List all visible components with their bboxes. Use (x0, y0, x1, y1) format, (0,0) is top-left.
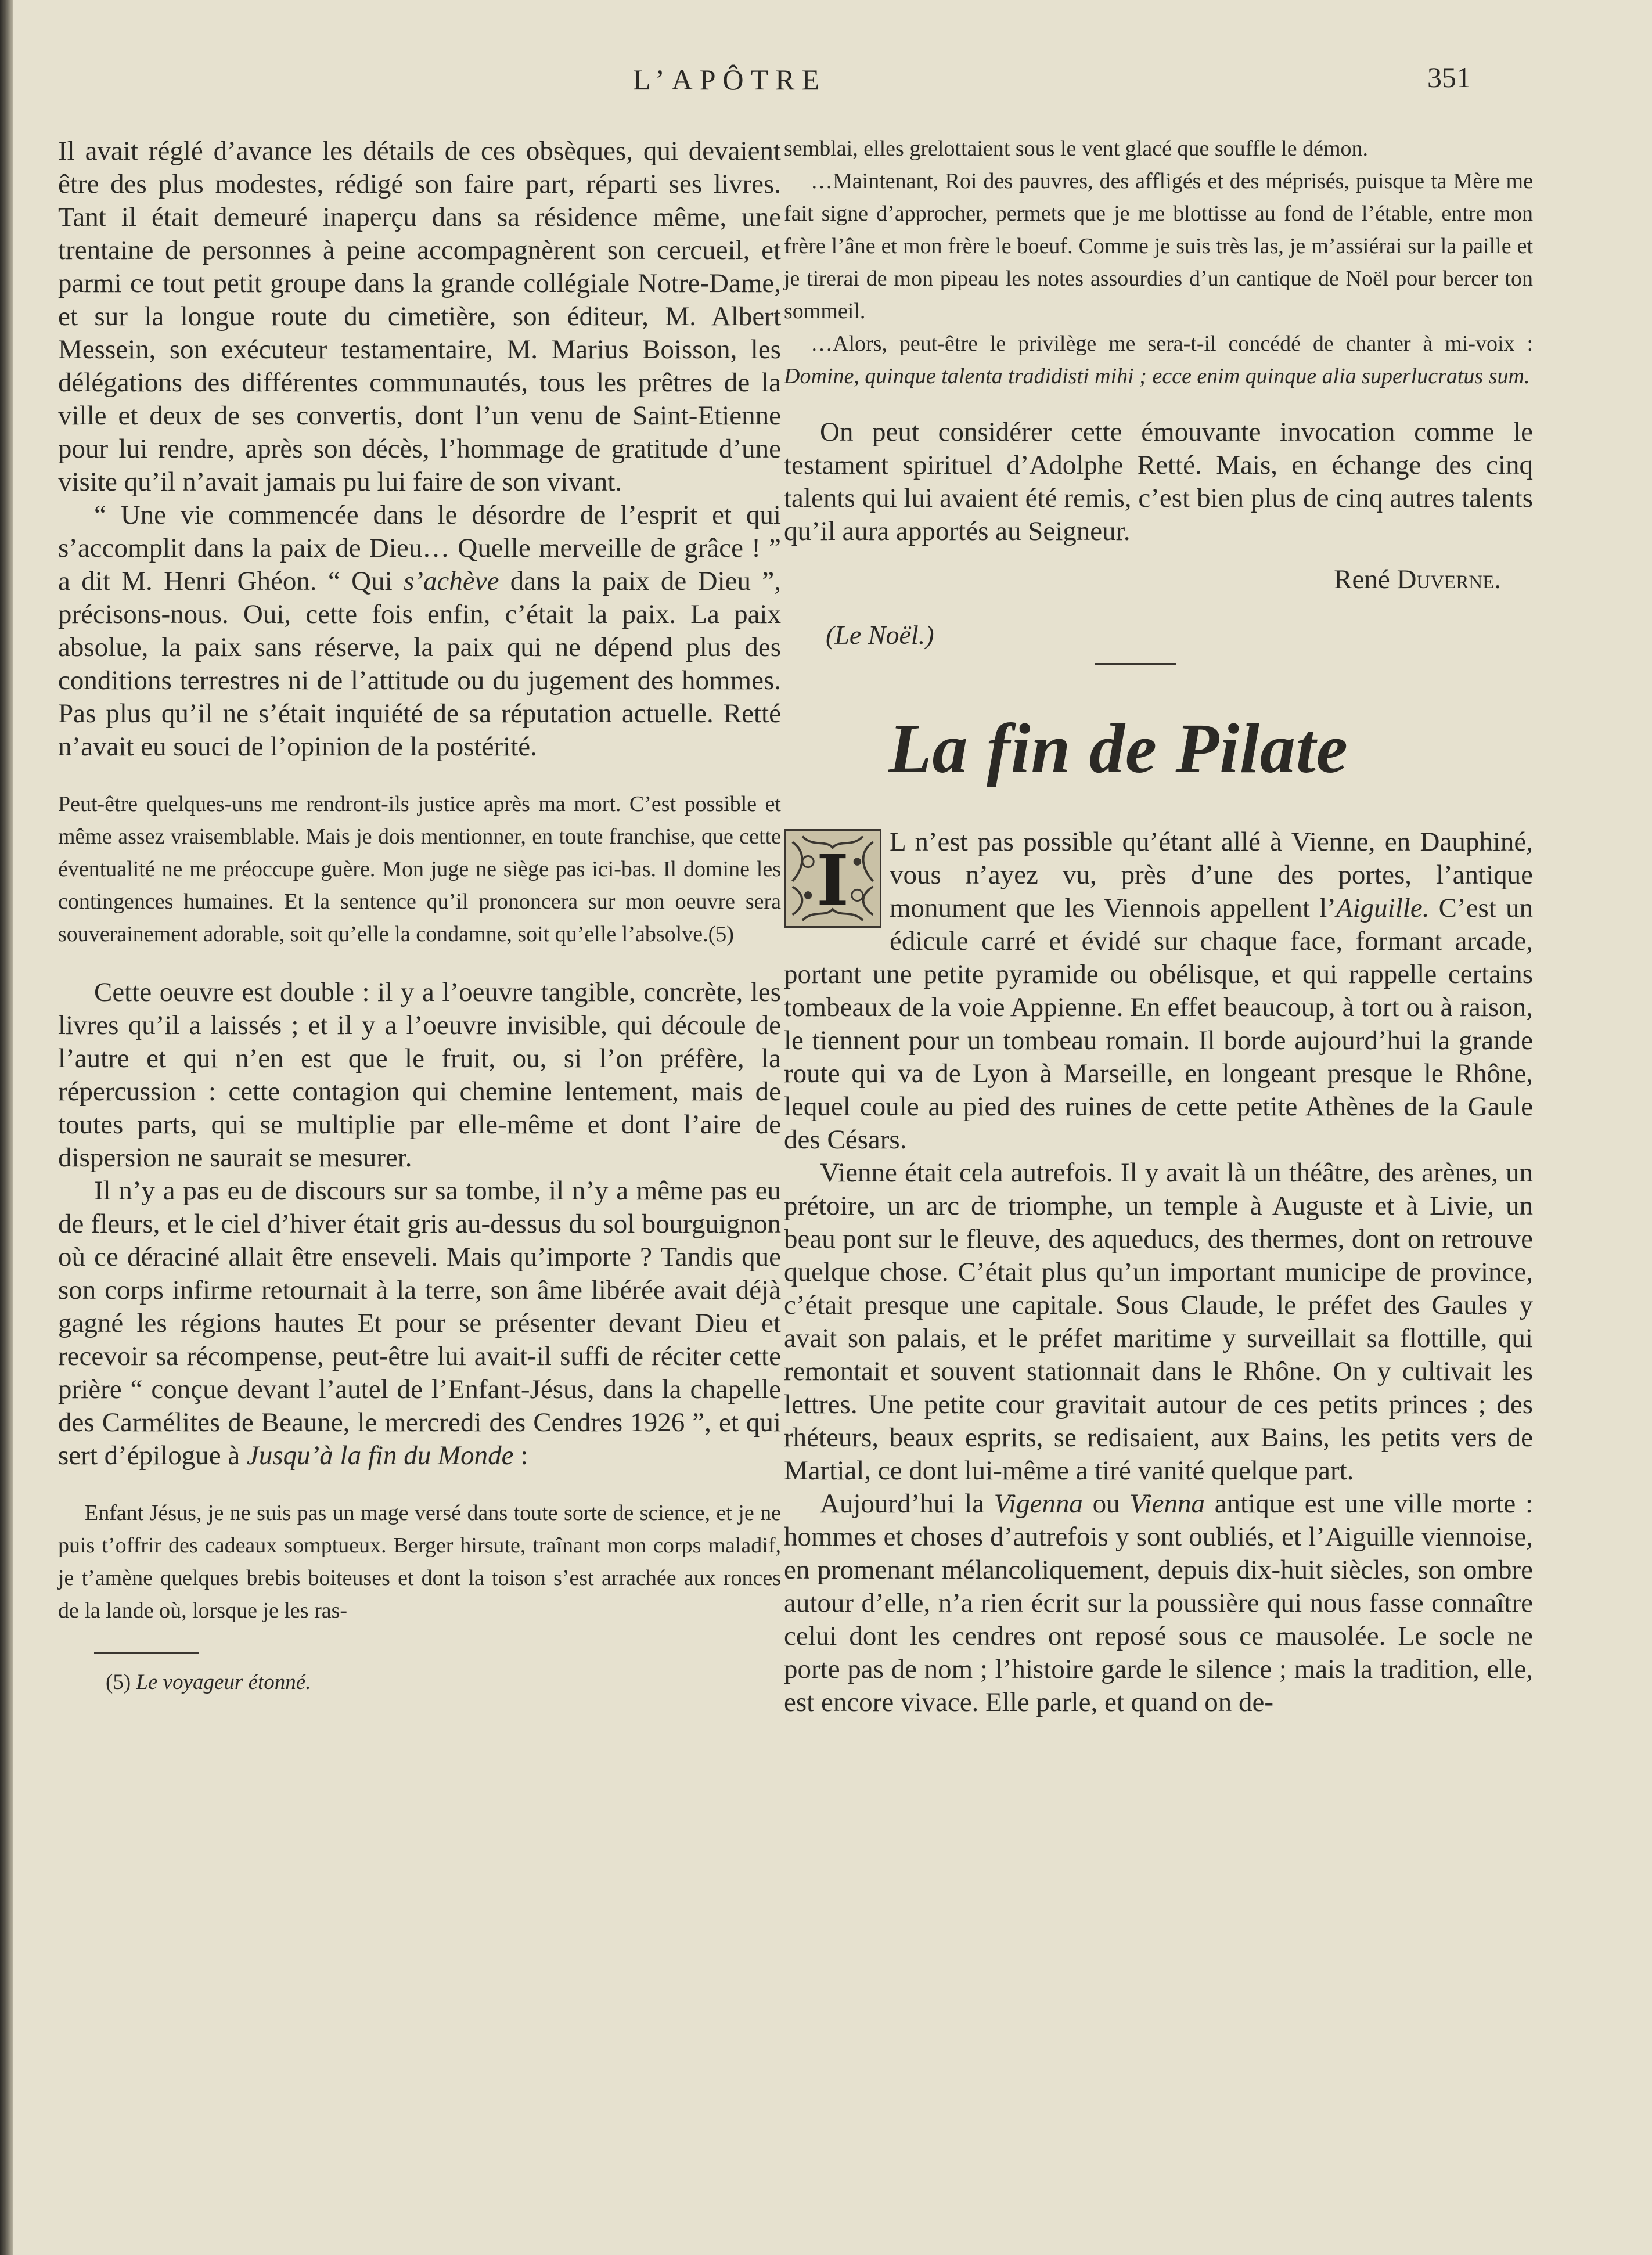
italic-text: s’achève (404, 566, 499, 596)
quote-paragraph: Enfant Jésus, je ne suis pas un mage versé dans toute sorte de science, et je ne puis t’offrir des cadeaux somptueux. Berger hirsute, traînant mon corps maladif, je t’amène quelques brebis boiteuses et dont la toison s’est arrachée aux ronces de la lande où, lorsque je les ras- (58, 1501, 781, 1623)
paragraph: On peut considérer cette émouvante invocation comme le testament spirituel d’Adolphe Retté. Mais, en échange des cinq talents qui lui avaient été remis, c’est bien plus de cinq autres talents qu’il aura apportés au Seigneur. (784, 417, 1533, 546)
footnote-divider (94, 1652, 199, 1654)
text-run: “ Une vie commencée dans le désordre de l’esprit et qui s’accomplit dans la paix de Dieu… Quelle merveille de grâce ! ” a dit M. Henri Ghéon. “ Qui (58, 500, 781, 596)
left-column (58, 135, 781, 1695)
text-run: Il n’y a pas eu de discours sur sa tombe, il n’y a même pas eu de fleurs, et le ciel d’hiver était gris au-dessus du sol bourguignon où ce déraciné allait être enseveli. Mais qu’importe ? Tandis que son corps infirme retournait à la terre, son âme libérée avait déjà gagné les régions hautes Et pour se présenter devant Dieu et recevoir sa récompense, peut-être lui avait-il suffi de réciter cette prière “ conçue devant l’autel de l’Enfant-Jésus, dans la chapelle des Carmélites de Beaune, le mercredi des Cendres 1926 ”, et qui sert d’épilogue à (58, 1176, 781, 1471)
quote-paragraph: …Maintenant, Roi des pauvres, des affligés et des méprisés, puisque ta Mère me fait signe d’approcher, permets que je me blottisse au fond de l’étable, entre mon frère l’âne et mon frère le boeuf. Comme je suis très las, je m’assiérai sur la paille et je tirerai de mon pipeau les notes assourdies d’un cantique de Noël pour bercer ton sommeil. (784, 169, 1533, 323)
text-run: C’est un édicule carré et évidé sur chaque face, formant arcade, portant une petite pyramide ou obélisque, et qui rappelle certains tombeaux de la voie Appienne. En effet beaucoup, à tort ou à raison, le tiennent pour un tombeau romain. Il borde aujourd’hui la grande route qui va de Lyon à Marseille, en longeant presque le Rhône, lequel coule au pied des ruines de cette petite Athènes de la Gaule des Césars. (784, 893, 1533, 1155)
paragraph: Vienne était cela autrefois. Il y avait là un théâtre, des arènes, un prétoire, un arc de triomphe, un temple à Auguste et à Livie, un beau pont sur le fleuve, des aqueducs, des thermes, dont on retrouve quelque chose. C’était plus qu’un important municipe de province, c’était presque une capitale. Sous Claude, le préfet des Gaules y avait son palais, et le préfet maritime y surveillait sa flottille, qui remontait et souvent stationnait dans le Rhône. On y cultivait les lettres. Une petite cour gravitait autour de ces petits princes ; des rhéteurs, beaux esprits, se redisaient, aux Bains, les petits vers de Martial, ce dont lui-même a tiré vanité quelque part. (784, 1158, 1533, 1486)
right-text-block (784, 416, 1533, 548)
italic-text: Aiguille. (1336, 893, 1430, 923)
text-run: dans la paix de Dieu ”, précisons-nous. Oui, cette fois enfin, c’était la paix. La paix absolue, la paix sans réserve, la paix qui ne dépend plus des conditions terrestres ni de l’attitude ou du jugement des hommes. Pas plus qu’il ne s’était inquiété de sa réputation actuelle. Retté n’avait eu souci de l’opinion de la postérité. (58, 566, 781, 762)
italic-text: Vigenna (994, 1489, 1083, 1519)
source-citation: (Le Noël.) (826, 620, 934, 650)
right-column (784, 132, 1533, 1719)
text-run: ou (1082, 1489, 1130, 1519)
footnote (106, 1670, 781, 1695)
footnote-text: Le voyageur étonné. (136, 1670, 311, 1694)
italic-text: Jusqu’à la fin du Monde (246, 1440, 514, 1471)
ornamental-dropcap (784, 829, 881, 928)
paragraph (58, 499, 781, 763)
article-title: La fin de Pilate (888, 709, 1348, 788)
running-header: L’APÔTRE (633, 63, 827, 96)
block-quote (58, 788, 781, 950)
book-binding-shadow (0, 0, 13, 2255)
left-text-block (58, 135, 781, 763)
paragraph (784, 826, 1533, 1157)
quote-paragraph: Peut-être quelques-uns me rendront-ils justice après ma mort. C’est possible et même assez vraisemblable. Mais je dois mentionner, en toute franchise, que cette éventualité ne me préoccupe guère. Mon juge ne siège pas ici-bas. Il domine les contingences humaines. Et la sentence qu’il prononcera sur mon oeuvre sera souverainement adorable, soit qu’elle la condamne, soit qu’elle l’absolve.(5) (58, 792, 781, 946)
block-quote (58, 1497, 781, 1627)
text-run: antique est une ville morte : hommes et choses d’autrefois y sont oubliés, et l’Aiguille viennoise, en promenant mélancoliquement, depuis dix-huit siècles, son ombre autour d’elle, n’a rien écrit sur la poussière qui nous fasse connaître celui dont les cendres ont reposé sous ce mausolée. Le socle ne porte pas de nom ; l’histoire garde le silence ; mais la tradition, elle, est encore vivace. Elle parle, et quand on de- (784, 1489, 1534, 1717)
paragraph: Cette oeuvre est double : il y a l’oeuvre tangible, concrète, les livres qu’il a laissés ; et il y a l’oeuvre invisible, qui découle de l’autre et qui n’en est que le fruit, ou, si l’on préfère, la répercussion : cette contagion qui chemine lentement, mais de toutes parts, qui se multiplie par elle-même et dont l’aire de dispersion ne saurait se mesurer. (58, 977, 781, 1173)
paragraph: Il avait réglé d’avance les détails de ces obsèques, qui devaient être des plus modestes, rédigé son faire part, réparti ses livres. Tant il était demeuré inaperçu dans sa résidence même, une trentaine de personnes à peine accompagnèrent son cercueil, et parmi ce tout petit groupe dans la grande collégiale Notre-Dame, et sur la longue route du cimetière, son éditeur, M. Albert Messein, son exécuteur testamentaire, M. Marius Boisson, les délégations des différentes communautés, tous les prêtres de la ville et deux de ses convertis, dont l’un venu de Saint-Etienne pour lui rendre, après son décès, l’hommage de gratitude d’une visite qu’il n’avait jamais pu lui faire de son vivant. (58, 136, 781, 497)
text-run: : (513, 1440, 528, 1471)
author-signature (784, 563, 1533, 596)
page-number: 351 (1427, 61, 1471, 93)
ornament-icon (786, 831, 880, 926)
paragraph (58, 1175, 781, 1472)
footnote-number: (5) (106, 1670, 136, 1694)
author-last-name: Duverne. (1397, 564, 1501, 595)
article-body (784, 826, 1533, 1719)
block-quote-continued (784, 132, 1533, 392)
paragraph (784, 1487, 1533, 1719)
quote-paragraph: semblai, elles grelottaient sous le vent glacé que souffle le démon. (784, 136, 1368, 161)
text-run: L n’est pas possible qu’étant allé à Vienne, en Dauphiné, vous n’ayez vu, près d’une des portes, l’antique monument que les Viennois appellent l’ (890, 827, 1533, 923)
text-run: …Alors, peut-être le privilège me sera-t-il concédé de chanter à mi-voix : (811, 332, 1533, 356)
left-text-block (58, 976, 781, 1472)
italic-text: Vienna (1129, 1489, 1205, 1519)
author-first-name: René (1334, 564, 1397, 595)
section-divider (1095, 663, 1176, 665)
text-run: Aujourd’hui la (820, 1489, 994, 1519)
quote-paragraph (784, 327, 1533, 392)
dropcap-letter: I (816, 840, 849, 922)
latin-quote: Domine, quinque talenta tradidisti mihi ; ecce enim quinque alia superlucratus sum. (784, 364, 1530, 388)
